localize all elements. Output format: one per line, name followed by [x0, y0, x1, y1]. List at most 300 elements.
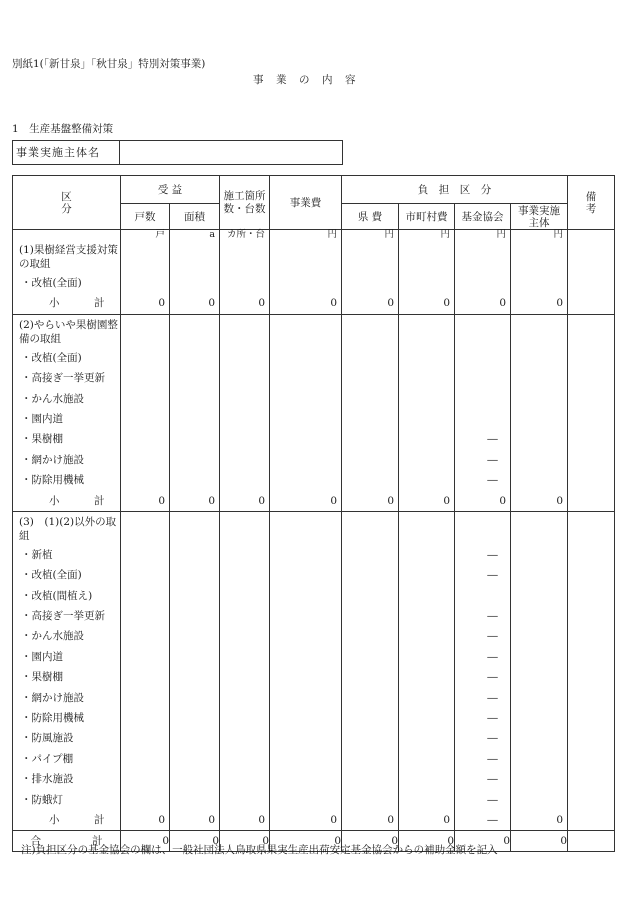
item-households-value: [121, 728, 169, 748]
subtotal-fund: 0: [499, 494, 506, 507]
col-pref-cell[interactable]: [342, 511, 399, 830]
item-fund-value: ―: [487, 752, 498, 765]
item-fund-value: ―: [487, 773, 498, 786]
item-city-value: [399, 470, 454, 490]
unit-label: カ所・台: [226, 229, 265, 240]
item-sites-value: [220, 273, 269, 293]
subtotal-implementer: 0: [556, 494, 563, 507]
subtotal-cost: 0: [330, 494, 337, 507]
item-cost-value: [270, 647, 341, 667]
item-fund-value: [455, 409, 510, 429]
item-area-value: [170, 606, 219, 626]
item-cost-value: [270, 606, 341, 626]
item-pref-value: [342, 667, 398, 687]
item-area-value: [170, 626, 219, 646]
item-households-value: [121, 749, 169, 769]
title-spacer: [511, 512, 567, 545]
item-fund-value: ―: [487, 691, 498, 704]
title-spacer: [121, 512, 169, 545]
col-city-cell[interactable]: [399, 230, 455, 315]
group-row: [13, 314, 615, 511]
item-label: ・園内道: [21, 412, 63, 425]
item-label: ・新植: [21, 548, 53, 561]
item-label: ・果樹棚: [21, 433, 63, 446]
item-pref-value: [342, 606, 398, 626]
subtotal-area: 0: [208, 297, 215, 310]
item-sites-value: [220, 790, 269, 810]
col-implementer-cell[interactable]: [511, 511, 568, 830]
item-city-value: [399, 545, 454, 565]
title-spacer: [455, 240, 510, 273]
item-sites-value: [220, 688, 269, 708]
item-area-value: [170, 470, 219, 490]
item-sites-value: [220, 647, 269, 667]
item-cost-value: [270, 688, 341, 708]
item-area-value: [170, 586, 219, 606]
total-city: 0: [399, 831, 455, 852]
item-implementer-value: [511, 586, 567, 606]
page-title: 事 業 の 内 容: [253, 74, 357, 86]
item-households-value: [121, 667, 169, 687]
col-area-cell[interactable]: [170, 314, 220, 511]
item-sites-value: [220, 606, 269, 626]
group-title: (1)果樹経営支援対策の取組: [19, 244, 118, 270]
unit-label: 円: [496, 229, 506, 240]
subtotal-city: 0: [443, 494, 450, 507]
item-pref-value: [342, 470, 398, 490]
header-fund: 基金協会: [455, 204, 511, 230]
item-fund-value: ―: [487, 630, 498, 643]
item-sites-value: [220, 769, 269, 789]
header-pref: 県 費: [342, 204, 399, 230]
item-area-value: [170, 565, 219, 585]
item-sites-value: [220, 728, 269, 748]
col-sites-cell[interactable]: [220, 314, 270, 511]
item-area-value: [170, 647, 219, 667]
item-sites-value: [220, 586, 269, 606]
item-pref-value: [342, 790, 398, 810]
item-households-value: [121, 450, 169, 470]
item-implementer-value: [511, 667, 567, 687]
unit-label: 円: [327, 229, 337, 240]
item-implementer-value: [511, 545, 567, 565]
item-households-value: [121, 389, 169, 409]
unit-spacer: [13, 230, 120, 240]
col-fund-cell[interactable]: [455, 314, 511, 511]
item-city-value: [399, 348, 454, 368]
item-area-value: [170, 409, 219, 429]
item-implementer-value: [511, 368, 567, 388]
item-pref-value: [342, 429, 398, 449]
item-label: ・かん水施設: [21, 630, 84, 643]
col-households-cell[interactable]: [121, 230, 170, 315]
title-spacer: [511, 240, 567, 273]
subtotal-implementer: 0: [556, 297, 563, 310]
item-fund-value: ―: [487, 474, 498, 487]
item-label: ・改植(全面): [21, 351, 82, 364]
header-implementer: 事業実施主体: [511, 204, 568, 230]
subtotal-city: 0: [443, 813, 450, 826]
total-area: 0: [170, 831, 220, 852]
item-pref-value: [342, 749, 398, 769]
title-spacer: [121, 315, 169, 348]
item-cost-value: [270, 769, 341, 789]
header-sites: 施工箇所数・台数: [220, 176, 270, 230]
attachment-label: 別紙1(「新甘泉」「秋甘泉」特別対策事業): [12, 58, 206, 70]
item-area-value: [170, 688, 219, 708]
item-label: ・改植(全面): [21, 569, 82, 582]
col-pref-cell[interactable]: [342, 230, 399, 315]
item-households-value: [121, 626, 169, 646]
subtotal-households: 0: [158, 297, 165, 310]
org-name-field[interactable]: [121, 141, 342, 164]
item-city-value: [399, 667, 454, 687]
col-cost-cell[interactable]: [270, 314, 342, 511]
item-households-value: [121, 565, 169, 585]
item-cost-value: [270, 626, 341, 646]
header-benefit: 受 益: [121, 176, 220, 204]
total-implementer: 0: [511, 831, 568, 852]
unit-label: 円: [384, 229, 394, 240]
title-spacer: [170, 512, 219, 545]
item-cost-value: [270, 708, 341, 728]
group-category-cell: [13, 314, 121, 511]
col-implementer-cell[interactable]: [511, 314, 568, 511]
item-area-value: [170, 450, 219, 470]
item-label: ・パイプ棚: [21, 752, 74, 765]
item-households-value: [121, 586, 169, 606]
item-city-value: [399, 647, 454, 667]
item-cost-value: [270, 389, 341, 409]
subtotal-pref: 0: [387, 813, 394, 826]
item-area-value: [170, 368, 219, 388]
unit-label: 円: [553, 229, 563, 240]
item-implementer-value: [511, 389, 567, 409]
item-area-value: [170, 749, 219, 769]
item-label: ・排水施設: [21, 773, 74, 786]
item-fund-value: ―: [487, 712, 498, 725]
item-area-value: [170, 728, 219, 748]
header-city: 市町村費: [399, 204, 455, 230]
header-remarks: 備 考: [568, 176, 615, 230]
title-spacer: [455, 315, 510, 348]
item-city-value: [399, 586, 454, 606]
item-households-value: [121, 470, 169, 490]
group-category-cell: [13, 511, 121, 830]
item-households-value: [121, 429, 169, 449]
item-pref-value: [342, 647, 398, 667]
subtotal-pref: 0: [387, 494, 394, 507]
item-area-value: [170, 389, 219, 409]
col-pref-cell[interactable]: [342, 314, 399, 511]
subtotal-implementer: 0: [556, 813, 563, 826]
item-implementer-value: [511, 273, 567, 293]
group-title: (3) (1)(2)以外の取組: [19, 515, 117, 542]
subtotal-city: 0: [443, 297, 450, 310]
item-area-value: [170, 769, 219, 789]
item-sites-value: [220, 565, 269, 585]
subtotal-sites: 0: [258, 813, 265, 826]
unit-label: 戸: [155, 229, 165, 240]
item-label: ・果樹棚: [21, 671, 63, 684]
item-city-value: [399, 790, 454, 810]
item-fund-value: [455, 389, 510, 409]
item-fund-value: ―: [487, 671, 498, 684]
item-cost-value: [270, 450, 341, 470]
item-fund-value: ―: [487, 433, 498, 446]
item-cost-value: [270, 749, 341, 769]
item-sites-value: [220, 450, 269, 470]
item-households-value: [121, 769, 169, 789]
title-spacer: [399, 512, 454, 545]
item-households-value: [121, 348, 169, 368]
subtotal-cost: 0: [330, 297, 337, 310]
item-implementer-value: [511, 790, 567, 810]
org-name-box: [12, 140, 343, 165]
item-households-value: [121, 790, 169, 810]
item-implementer-value: [511, 470, 567, 490]
item-households-value: [121, 409, 169, 429]
group-row: [13, 511, 615, 830]
item-implementer-value: [511, 769, 567, 789]
item-fund-value: ―: [487, 548, 498, 561]
item-sites-value: [220, 470, 269, 490]
item-implementer-value: [511, 708, 567, 728]
item-cost-value: [270, 586, 341, 606]
subtotal-area: 0: [208, 494, 215, 507]
item-sites-value: [220, 409, 269, 429]
subtotal-fund: ―: [487, 813, 498, 826]
item-implementer-value: [511, 688, 567, 708]
subtotal-fund: 0: [499, 297, 506, 310]
title-spacer: [399, 240, 454, 273]
unit-label: 円: [440, 229, 450, 240]
item-sites-value: [220, 368, 269, 388]
col-sites-cell[interactable]: [220, 511, 270, 830]
item-label: ・改植(全面): [21, 277, 82, 289]
item-households-value: [121, 545, 169, 565]
item-cost-value: [270, 273, 341, 293]
title-spacer: [342, 315, 398, 348]
item-label: ・高接ぎ一挙更新: [21, 372, 105, 385]
remarks-cell[interactable]: [568, 511, 615, 830]
total-remarks: [568, 831, 615, 852]
item-pref-value: [342, 626, 398, 646]
col-city-cell[interactable]: [399, 511, 455, 830]
unit-label: a: [209, 229, 215, 240]
item-cost-value: [270, 368, 341, 388]
item-label: ・網かけ施設: [21, 453, 84, 466]
item-label: ・防除用機械: [21, 474, 84, 487]
item-cost-value: [270, 728, 341, 748]
item-pref-value: [342, 368, 398, 388]
subtotal-sites: 0: [258, 494, 265, 507]
title-spacer: [220, 240, 269, 273]
item-city-value: [399, 708, 454, 728]
col-area-cell[interactable]: [170, 230, 220, 315]
item-implementer-value: [511, 728, 567, 748]
item-area-value: [170, 348, 219, 368]
item-implementer-value: [511, 450, 567, 470]
item-fund-value: ―: [487, 569, 498, 582]
item-pref-value: [342, 688, 398, 708]
item-area-value: [170, 708, 219, 728]
item-cost-value: [270, 667, 341, 687]
item-pref-value: [342, 728, 398, 748]
subtotal-pref: 0: [387, 297, 394, 310]
item-households-value: [121, 606, 169, 626]
item-label: ・防除用機械: [21, 712, 84, 725]
item-fund-value: ―: [487, 650, 498, 663]
item-implementer-value: [511, 348, 567, 368]
item-pref-value: [342, 450, 398, 470]
item-implementer-value: [511, 749, 567, 769]
item-sites-value: [220, 545, 269, 565]
col-fund-cell[interactable]: [455, 511, 511, 830]
item-area-value: [170, 545, 219, 565]
item-city-value: [399, 565, 454, 585]
item-city-value: [399, 389, 454, 409]
item-area-value: [170, 667, 219, 687]
item-city-value: [399, 688, 454, 708]
section-heading: 1 生産基盤整備対策: [12, 123, 114, 135]
item-cost-value: [270, 565, 341, 585]
item-pref-value: [342, 545, 398, 565]
item-city-value: [399, 450, 454, 470]
item-cost-value: [270, 429, 341, 449]
item-city-value: [399, 769, 454, 789]
subtotal-label: 小 計: [49, 494, 117, 507]
item-implementer-value: [511, 409, 567, 429]
header-category: 区 分: [13, 176, 121, 230]
item-city-value: [399, 273, 454, 293]
title-spacer: [270, 512, 341, 545]
item-sites-value: [220, 749, 269, 769]
item-area-value: [170, 273, 219, 293]
subtotal-area: 0: [208, 813, 215, 826]
title-spacer: [220, 512, 269, 545]
item-fund-value: [455, 586, 510, 606]
item-pref-value: [342, 565, 398, 585]
item-city-value: [399, 749, 454, 769]
total-fund: 0: [455, 831, 511, 852]
title-spacer: [511, 315, 567, 348]
title-spacer: [170, 240, 219, 273]
org-name-label: 事業実施主体名: [13, 141, 120, 164]
col-area-cell[interactable]: [170, 511, 220, 830]
item-fund-value: ―: [487, 453, 498, 466]
item-pref-value: [342, 708, 398, 728]
header-households: 戸数: [121, 204, 170, 230]
item-city-value: [399, 728, 454, 748]
col-implementer-cell[interactable]: [511, 230, 568, 315]
item-implementer-value: [511, 626, 567, 646]
item-fund-value: [455, 368, 510, 388]
subtotal-sites: 0: [258, 297, 265, 310]
header-area: 面積: [170, 204, 220, 230]
group-row: [13, 230, 615, 315]
item-households-value: [121, 688, 169, 708]
col-city-cell[interactable]: [399, 314, 455, 511]
item-pref-value: [342, 409, 398, 429]
item-fund-value: ―: [487, 732, 498, 745]
item-cost-value: [270, 545, 341, 565]
item-area-value: [170, 790, 219, 810]
item-label: ・防蛾灯: [21, 793, 63, 806]
item-city-value: [399, 429, 454, 449]
title-spacer: [170, 315, 219, 348]
col-households-cell[interactable]: [121, 314, 170, 511]
footnote: 注)負担区分の基金協会の欄は、一般社団法人鳥取県果実生産出荷安定基金協会からの補助金額を記入: [21, 844, 498, 856]
total-sites: 0: [220, 831, 270, 852]
header-cost: 事業費: [270, 176, 342, 230]
project-table: [12, 175, 627, 852]
item-sites-value: [220, 389, 269, 409]
item-implementer-value: [511, 565, 567, 585]
item-implementer-value: [511, 647, 567, 667]
group-category-cell: [13, 230, 121, 315]
item-label: ・改植(間植え): [21, 589, 93, 602]
item-label: ・園内道: [21, 650, 63, 663]
subtotal-cost: 0: [330, 813, 337, 826]
item-cost-value: [270, 470, 341, 490]
title-spacer: [342, 240, 398, 273]
remarks-cell[interactable]: [568, 230, 615, 315]
col-cost-cell[interactable]: [270, 230, 342, 315]
col-sites-cell[interactable]: [220, 230, 270, 315]
item-pref-value: [342, 348, 398, 368]
item-sites-value: [220, 708, 269, 728]
item-fund-value: [455, 348, 510, 368]
col-households-cell[interactable]: [121, 511, 170, 830]
col-cost-cell[interactable]: [270, 511, 342, 830]
title-spacer: [455, 512, 510, 545]
item-label: ・かん水施設: [21, 392, 84, 405]
item-fund-value: ―: [487, 610, 498, 623]
col-fund-cell[interactable]: [455, 230, 511, 315]
item-label: ・高接ぎ一挙更新: [21, 610, 105, 623]
group-title: (2)やらいや果樹園整備の取組: [19, 318, 118, 345]
item-sites-value: [220, 348, 269, 368]
total-label: 合 計: [13, 831, 121, 852]
item-cost-value: [270, 348, 341, 368]
subtotal-households: 0: [158, 494, 165, 507]
item-fund-value: [455, 273, 510, 293]
item-households-value: [121, 708, 169, 728]
remarks-cell[interactable]: [568, 314, 615, 511]
item-area-value: [170, 429, 219, 449]
title-spacer: [270, 240, 341, 273]
subtotal-label: 小 計: [49, 813, 117, 826]
item-implementer-value: [511, 429, 567, 449]
item-cost-value: [270, 790, 341, 810]
item-fund-value: ―: [487, 793, 498, 806]
item-label: ・網かけ施設: [21, 691, 84, 704]
total-households: 0: [121, 831, 170, 852]
item-city-value: [399, 606, 454, 626]
item-pref-value: [342, 273, 398, 293]
item-households-value: [121, 647, 169, 667]
item-sites-value: [220, 626, 269, 646]
title-spacer: [121, 240, 169, 273]
title-spacer: [342, 512, 398, 545]
item-cost-value: [270, 409, 341, 429]
title-spacer: [399, 315, 454, 348]
subtotal-label: 小 計: [49, 297, 117, 310]
item-pref-value: [342, 586, 398, 606]
item-city-value: [399, 368, 454, 388]
subtotal-households: 0: [158, 813, 165, 826]
